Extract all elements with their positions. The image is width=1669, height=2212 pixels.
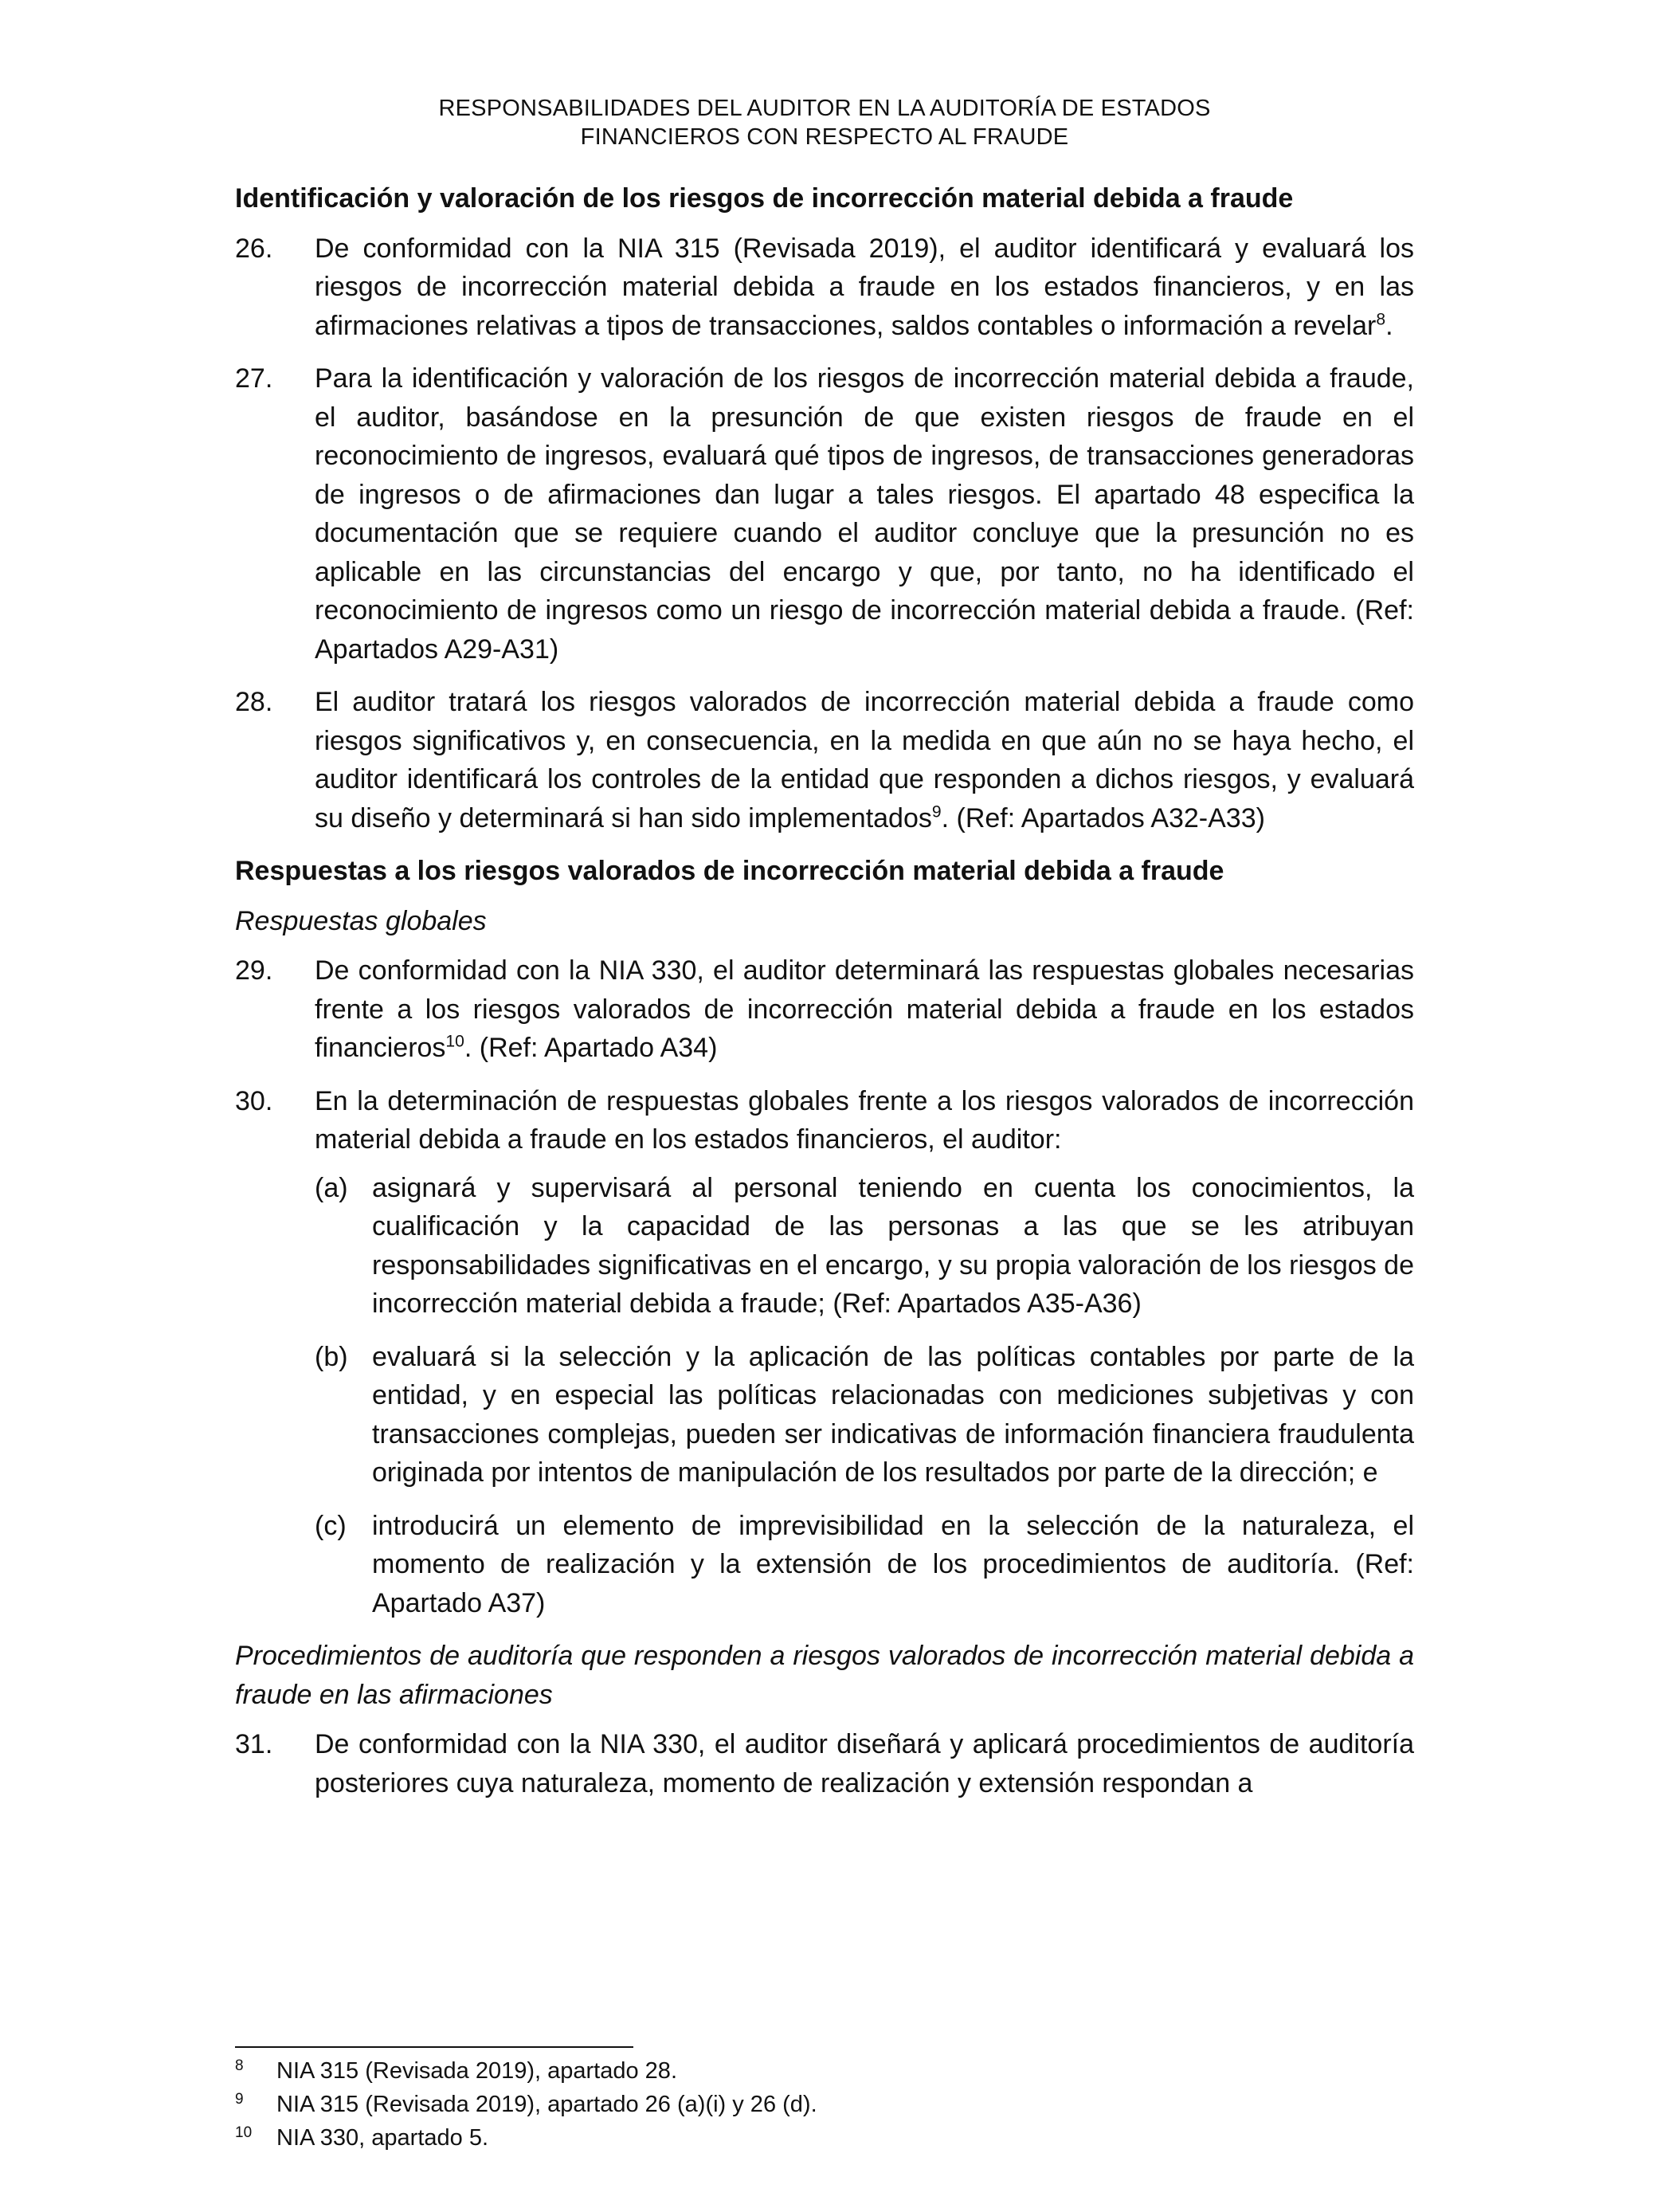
footnote-9 <box>235 2088 1414 2121</box>
footnote-reference[interactable]: 8 <box>1376 310 1386 329</box>
sub-item-text: introducirá un elemento de imprevisibilidad en la selección de la naturaleza, el momento de realización y la extensión de los procedimientos de auditoría. (Ref: Apartado A37) <box>372 1510 1414 1618</box>
running-header-line-2: FINANCIEROS CON RESPECTO AL FRAUDE <box>580 124 1069 150</box>
paragraph-text: Para la identificación y valoración de los riesgos de incorrección material debida a fraude, el auditor, basándose en la presunción de que existen riesgos de fraude en el reconocimiento de ingresos, evaluará qué tipos de ingresos, de transacciones generadoras de ingresos o de afirmaciones dan lugar a tales riesgos. El apartado 48 especifica la documentación que se requiere cuando el auditor concluye que la presunción no es aplicable en las circunstancias del encargo y que, por tanto, no ha identificado el reconocimiento de ingresos como un riesgo de incorrección material debida a fraude. (Ref: Apartados A29-A31) <box>315 363 1414 665</box>
sub-item-b <box>315 1338 1414 1492</box>
sub-item-c <box>315 1507 1414 1623</box>
running-header <box>235 94 1414 151</box>
section-heading-responses: Respuestas a los riesgos valorados de incorrección material debida a fraude <box>235 856 1224 886</box>
paragraph-text <box>315 229 1414 346</box>
footnote-10 <box>235 2121 1414 2155</box>
footnote-text: NIA 315 (Revisada 2019), apartado 28. <box>276 2058 677 2084</box>
subsection-heading-global-responses: Respuestas globales <box>235 905 487 936</box>
paragraph-tail: . (Ref: Apartados A32-A33) <box>941 802 1265 833</box>
paragraph-tail: . (Ref: Apartado A34) <box>464 1033 718 1063</box>
page-content <box>235 94 1414 1817</box>
sub-item-text: evaluará si la selección y la aplicación de las políticas contables por parte de la entidad, y en especial las políticas relacionadas con mediciones subjetivas y con transacciones complejas, pueden ser indicativas de información financiera fraudulenta originada por intentos de manipulación de los resultados por parte de la dirección; e <box>372 1341 1414 1488</box>
paragraph-number: 31. <box>235 1729 273 1759</box>
paragraph-30 <box>235 1082 1414 1623</box>
paragraph-number: 28. <box>235 687 273 717</box>
running-header-line-1: RESPONSABILIDADES DEL AUDITOR EN LA AUDITORÍA DE ESTADOS <box>438 96 1211 121</box>
paragraph-body: El auditor tratará los riesgos valorados de incorrección material debida a fraude como riesgos significativos y, en consecuencia, en la medida en que aún no se haya hecho, el auditor identificará los controles de la entidad que responden a dichos riesgos, y evaluará su diseño y determinará si han sido implementados <box>315 687 1414 833</box>
paragraph-number: 26. <box>235 233 273 264</box>
footnote-text: NIA 330, apartado 5. <box>276 2125 489 2151</box>
sub-item-text: asignará y supervisará al personal teniendo en cuenta los conocimientos, la cualificación y la capacidad de las personas a las que se les atribuyan responsabilidades significativas en el encargo, y su propia valoración de los riesgos de incorrección material debida a fraude; (Ref: Apartados A35-A36) <box>372 1172 1414 1319</box>
paragraph-tail: . <box>1385 310 1393 341</box>
paragraph-27 <box>235 359 1414 669</box>
section-heading-identification: Identificación y valoración de los riesgos de incorrección material debida a fraude <box>235 183 1294 214</box>
paragraph-text <box>315 951 1414 1068</box>
paragraph-number: 29. <box>235 955 273 986</box>
paragraph-number: 27. <box>235 363 273 394</box>
footnote-number: 8 <box>235 2057 244 2074</box>
sub-item-a <box>315 1169 1414 1324</box>
footnote-number: 10 <box>235 2124 253 2141</box>
paragraph-number: 30. <box>235 1085 273 1116</box>
paragraph-text <box>315 1082 1414 1623</box>
footnote-reference[interactable]: 10 <box>445 1032 464 1051</box>
subsection-heading-procedures: Procedimientos de auditoría que responden a riesgos valorados de incorrección material debida a fraude en las afirmaciones <box>235 1641 1414 1710</box>
paragraph-text: De conformidad con la NIA 330, el auditor diseñará y aplicará procedimientos de auditoría posteriores cuya naturaleza, momento de realización y extensión respondan a <box>315 1729 1414 1798</box>
sub-item-list <box>315 1169 1414 1623</box>
footnotes <box>235 2054 1414 2155</box>
paragraph-26 <box>235 229 1414 346</box>
footnote-reference[interactable]: 9 <box>931 802 942 822</box>
paragraph-body: De conformidad con la NIA 315 (Revisada 2019), el auditor identificará y evaluará los riesgos de incorrección material debida a fraude en los estados financieros, y en las afirmaciones relativas a tipos de transacciones, saldos contables o información a revelar <box>315 233 1414 341</box>
paragraph-body: De conformidad con la NIA 330, el auditor determinará las respuestas globales necesarias frente a los riesgos valorados de incorrección material debida a fraude en los estados financieros <box>315 955 1414 1063</box>
paragraph-body: En la determinación de respuestas globales frente a los riesgos valorados de incorrección material debida a fraude en los estados financieros, el auditor: <box>315 1085 1414 1155</box>
footnote-8 <box>235 2054 1414 2088</box>
footnote-number: 9 <box>235 2091 244 2108</box>
paragraph-29 <box>235 951 1414 1068</box>
footnote-text: NIA 315 (Revisada 2019), apartado 26 (a)(i) y 26 (d). <box>276 2092 817 2117</box>
sub-item-label: (a) <box>315 1172 348 1203</box>
footnote-separator <box>235 2046 633 2048</box>
sub-item-label: (c) <box>315 1510 347 1541</box>
paragraph-31 <box>235 1725 1414 1802</box>
paragraph-28 <box>235 683 1414 837</box>
paragraph-text <box>315 683 1414 837</box>
sub-item-label: (b) <box>315 1341 348 1372</box>
